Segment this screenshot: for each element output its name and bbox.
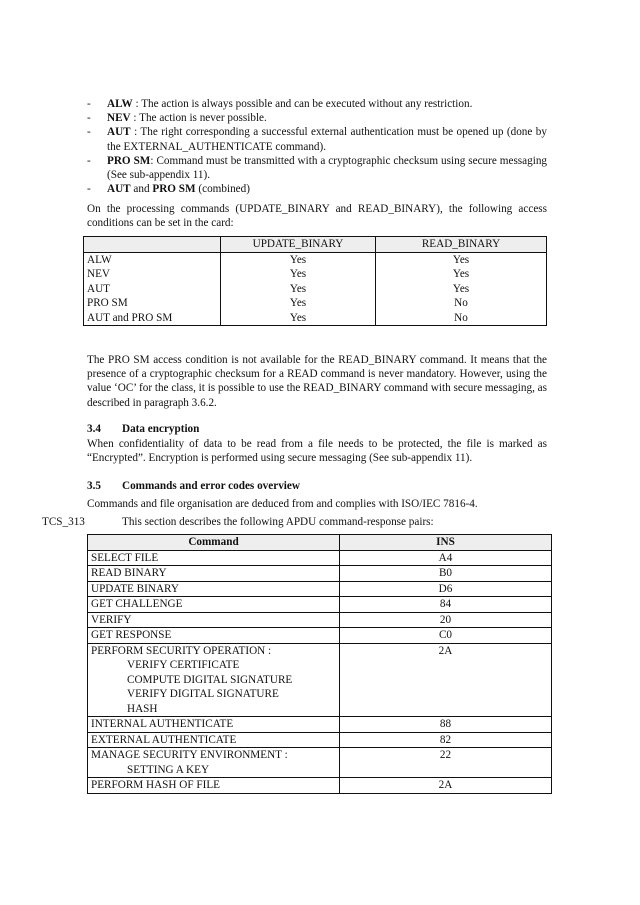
table-header-cell: INS: [340, 535, 552, 551]
requirement-text: This section describes the following APDU command-response pairs:: [122, 516, 434, 528]
table-row: NEV Yes Yes: [84, 267, 547, 282]
table-row: SELECT FILE A4: [88, 550, 552, 566]
encryption-paragraph: When confidentiality of data to be read from a file needs to be protected, the file is marked as “Encrypted”. Encryption is performed using secure messaging (See sub-appendix 11).: [87, 438, 547, 465]
table-row: AUT Yes Yes: [84, 282, 547, 297]
table-row: VERIFY 20: [88, 612, 552, 628]
table-row: EXTERNAL AUTHENTICATE 82: [88, 732, 552, 748]
iso-paragraph: Commands and file organisation are deduced from and complies with ISO/IEC 7816-4.: [87, 498, 478, 510]
table-header-cell: [84, 237, 221, 253]
table-row: READ BINARY B0: [88, 566, 552, 582]
table-row: PERFORM HASH OF FILE 2A: [88, 778, 552, 794]
table-row: INTERNAL AUTHENTICATE 88: [88, 717, 552, 733]
table-row: PRO SM Yes No: [84, 296, 547, 311]
section-heading-3-4: 3.4 Data encryption: [87, 423, 200, 435]
requirement-id: TCS_313: [42, 516, 85, 528]
table-row: GET CHALLENGE 84: [88, 597, 552, 613]
table-header-cell: Command: [88, 535, 340, 551]
list-item: - NEV : The action is never possible.: [87, 112, 267, 125]
list-item: - ALW : The action is always possible and can be executed without any restriction.: [87, 98, 473, 110]
table-row: GET RESPONSE C0: [88, 628, 552, 644]
table-row: PERFORM SECURITY OPERATION : VERIFY CERTIFICATE COMPUTE DIGITAL SIGNATURE VERIFY DIGITAL SIGNATURE HASH 2A: [88, 643, 552, 717]
access-conditions-table: [83, 236, 547, 326]
access-intro-paragraph: On the processing commands (UPDATE_BINARY and READ_BINARY), the following access conditions can be set in the card:: [87, 203, 547, 230]
table-row: AUT and PRO SM Yes No: [84, 311, 547, 326]
section-heading-3-5: 3.5 Commands and error codes overview: [87, 480, 300, 492]
access-condition-list: [87, 97, 547, 196]
table-header-cell: UPDATE_BINARY: [221, 237, 376, 253]
table-row: ALW Yes Yes: [84, 252, 547, 267]
list-item: - AUT : The right corresponding a successful external authentication must be opened up (done by the EXTERNAL_AUTHENTICATE command).: [87, 126, 547, 153]
pro-sm-note-paragraph: The PRO SM access condition is not available for the READ_BINARY command. It means that the presence of a cryptographic checksum for a READ command is never mandatory. However, using the value ‘OC’ for the class, it is possible to use the READ_BINARY command with secure messaging, as described in paragraph 3.6.2.: [87, 354, 547, 409]
table-row: MANAGE SECURITY ENVIRONMENT : SETTING A KEY 22: [88, 748, 552, 778]
table-row: UPDATE BINARY D6: [88, 581, 552, 597]
command-table: [87, 534, 552, 794]
list-item: - PRO SM: Command must be transmitted with a cryptographic checksum using secure messaging (See sub-appendix 11).: [87, 154, 548, 182]
list-item: - AUT and PRO SM (combined): [87, 183, 250, 196]
table-header-cell: READ_BINARY: [376, 237, 547, 253]
